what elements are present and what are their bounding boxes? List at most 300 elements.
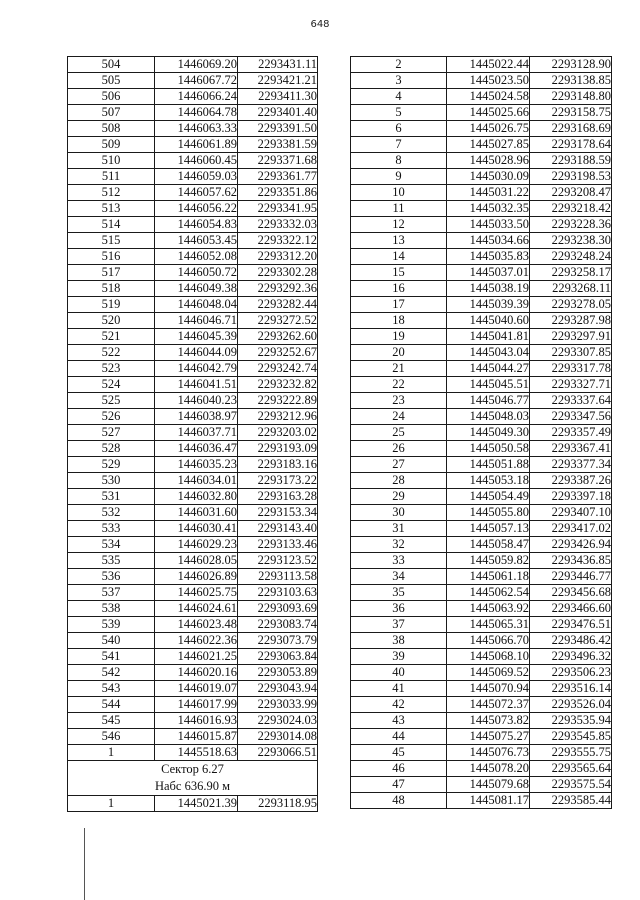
y-coordinate-cell: 2293168.69 (530, 121, 612, 137)
table-row (351, 553, 612, 569)
x-coordinate-cell: 1445075.27 (447, 729, 530, 745)
y-coordinate-cell: 2293053.89 (238, 665, 318, 681)
table-row (351, 521, 612, 537)
table-row (68, 713, 318, 729)
point-number-cell: 539 (68, 617, 155, 633)
x-coordinate-cell: 1445058.47 (447, 537, 530, 553)
table-row (351, 569, 612, 585)
point-number-cell: 44 (351, 729, 447, 745)
table-row (351, 105, 612, 121)
table-row (351, 73, 612, 89)
y-coordinate-cell: 2293232.82 (238, 377, 318, 393)
x-coordinate-cell: 1445031.22 (447, 185, 530, 201)
y-coordinate-cell: 2293446.77 (530, 569, 612, 585)
table-row (68, 796, 318, 812)
left-table-body (68, 57, 318, 761)
x-coordinate-cell: 1446032.80 (155, 489, 238, 505)
coordinates-table-left (67, 56, 318, 812)
x-coordinate-cell: 1445028.96 (447, 153, 530, 169)
point-number-cell: 25 (351, 425, 447, 441)
x-coordinate-cell: 1445039.39 (447, 297, 530, 313)
y-coordinate-cell: 2293337.64 (530, 393, 612, 409)
table-row (68, 137, 318, 153)
point-number-cell: 12 (351, 217, 447, 233)
x-coordinate-cell: 1446021.25 (155, 649, 238, 665)
x-coordinate-cell: 1445079.68 (447, 777, 530, 793)
y-coordinate-cell: 2293262.60 (238, 329, 318, 345)
y-coordinate-cell: 2293426.94 (530, 537, 612, 553)
point-number-cell: 522 (68, 345, 155, 361)
y-coordinate-cell: 2293387.26 (530, 473, 612, 489)
table-row (351, 217, 612, 233)
point-number-cell: 23 (351, 393, 447, 409)
y-coordinate-cell: 2293258.17 (530, 265, 612, 281)
x-coordinate-cell: 1445062.54 (447, 585, 530, 601)
point-number-cell: 32 (351, 537, 447, 553)
x-coordinate-cell: 1446042.79 (155, 361, 238, 377)
point-number-cell: 5 (351, 105, 447, 121)
table-row (351, 537, 612, 553)
table-row (351, 633, 612, 649)
table-row (351, 57, 612, 73)
y-coordinate-cell: 2293228.36 (530, 217, 612, 233)
table-row (68, 393, 318, 409)
point-number-cell: 537 (68, 585, 155, 601)
x-coordinate-cell: 1446022.36 (155, 633, 238, 649)
point-number-cell: 41 (351, 681, 447, 697)
y-coordinate-cell: 2293367.41 (530, 441, 612, 457)
y-coordinate-cell: 2293143.40 (238, 521, 318, 537)
table-row (351, 393, 612, 409)
y-coordinate-cell: 2293401.40 (238, 105, 318, 121)
y-coordinate-cell: 2293093.69 (238, 601, 318, 617)
x-coordinate-cell: 1445070.94 (447, 681, 530, 697)
y-coordinate-cell: 2293307.85 (530, 345, 612, 361)
point-number-cell: 42 (351, 697, 447, 713)
y-coordinate-cell: 2293153.34 (238, 505, 318, 521)
table-row (351, 425, 612, 441)
table-row (351, 793, 612, 809)
y-coordinate-cell: 2293456.68 (530, 585, 612, 601)
table-row (68, 265, 318, 281)
point-number-cell: 15 (351, 265, 447, 281)
table-row (351, 137, 612, 153)
x-coordinate-cell: 1445024.58 (447, 89, 530, 105)
table-row (351, 265, 612, 281)
x-coordinate-cell: 1446020.16 (155, 665, 238, 681)
table-row (68, 473, 318, 489)
x-coordinate-cell: 1445078.20 (447, 761, 530, 777)
x-coordinate-cell: 1446023.48 (155, 617, 238, 633)
point-number-cell: 510 (68, 153, 155, 169)
x-coordinate-cell: 1446067.72 (155, 73, 238, 89)
table-row (68, 585, 318, 601)
table-row (68, 649, 318, 665)
x-coordinate-cell: 1446046.71 (155, 313, 238, 329)
x-coordinate-cell: 1446035.23 (155, 457, 238, 473)
point-number-cell: 526 (68, 409, 155, 425)
y-coordinate-cell: 2293024.03 (238, 713, 318, 729)
table-row (351, 745, 612, 761)
point-number-cell: 18 (351, 313, 447, 329)
x-coordinate-cell: 1445026.75 (447, 121, 530, 137)
point-number-cell: 534 (68, 537, 155, 553)
x-coordinate-cell: 1446048.04 (155, 297, 238, 313)
y-coordinate-cell: 2293322.12 (238, 233, 318, 249)
point-number-cell: 528 (68, 441, 155, 457)
table-row (68, 153, 318, 169)
y-coordinate-cell: 2293212.96 (238, 409, 318, 425)
table-row (68, 329, 318, 345)
point-number-cell: 520 (68, 313, 155, 329)
x-coordinate-cell: 1446060.45 (155, 153, 238, 169)
x-coordinate-cell: 1445035.83 (447, 249, 530, 265)
x-coordinate-cell: 1445072.37 (447, 697, 530, 713)
table-row (351, 409, 612, 425)
y-coordinate-cell: 2293163.28 (238, 489, 318, 505)
point-number-cell: 45 (351, 745, 447, 761)
table-row (351, 121, 612, 137)
y-coordinate-cell: 2293272.52 (238, 313, 318, 329)
point-number-cell: 24 (351, 409, 447, 425)
table-row (68, 105, 318, 121)
x-coordinate-cell: 1446061.89 (155, 137, 238, 153)
y-coordinate-cell: 2293317.78 (530, 361, 612, 377)
x-coordinate-cell: 1446030.41 (155, 521, 238, 537)
point-number-cell: 38 (351, 633, 447, 649)
table-row (68, 345, 318, 361)
x-coordinate-cell: 1446050.72 (155, 265, 238, 281)
point-number-cell: 512 (68, 185, 155, 201)
point-number-cell: 31 (351, 521, 447, 537)
point-number-cell: 14 (351, 249, 447, 265)
x-coordinate-cell: 1446036.47 (155, 441, 238, 457)
table-row (351, 457, 612, 473)
point-number-cell: 17 (351, 297, 447, 313)
y-coordinate-cell: 2293173.22 (238, 473, 318, 489)
table-row (351, 377, 612, 393)
x-coordinate-cell: 1446053.45 (155, 233, 238, 249)
point-number-cell: 527 (68, 425, 155, 441)
table-row (351, 169, 612, 185)
x-coordinate-cell: 1445518.63 (155, 745, 238, 761)
table-row (68, 281, 318, 297)
x-coordinate-cell: 1446045.39 (155, 329, 238, 345)
point-number-cell: 40 (351, 665, 447, 681)
x-coordinate-cell: 1446037.71 (155, 425, 238, 441)
point-number-cell: 506 (68, 89, 155, 105)
point-number-cell: 28 (351, 473, 447, 489)
y-coordinate-cell: 2293242.74 (238, 361, 318, 377)
x-coordinate-cell: 1446041.51 (155, 377, 238, 393)
x-coordinate-cell: 1445044.27 (447, 361, 530, 377)
x-coordinate-cell: 1445030.09 (447, 169, 530, 185)
y-coordinate-cell: 2293033.99 (238, 697, 318, 713)
point-number-cell: 521 (68, 329, 155, 345)
table-row (351, 185, 612, 201)
y-coordinate-cell: 2293118.95 (238, 796, 318, 812)
point-number-cell: 543 (68, 681, 155, 697)
x-coordinate-cell: 1445041.81 (447, 329, 530, 345)
table-row (351, 345, 612, 361)
point-number-cell: 511 (68, 169, 155, 185)
y-coordinate-cell: 2293287.98 (530, 313, 612, 329)
y-coordinate-cell: 2293193.09 (238, 441, 318, 457)
table-row (68, 521, 318, 537)
y-coordinate-cell: 2293248.24 (530, 249, 612, 265)
y-coordinate-cell: 2293476.51 (530, 617, 612, 633)
y-coordinate-cell: 2293073.79 (238, 633, 318, 649)
y-coordinate-cell: 2293585.44 (530, 793, 612, 809)
x-coordinate-cell: 1446059.03 (155, 169, 238, 185)
table-row (68, 697, 318, 713)
table-row (351, 361, 612, 377)
x-coordinate-cell: 1445027.85 (447, 137, 530, 153)
y-coordinate-cell: 2293148.80 (530, 89, 612, 105)
table-row (68, 425, 318, 441)
y-coordinate-cell: 2293158.75 (530, 105, 612, 121)
x-coordinate-cell: 1445049.30 (447, 425, 530, 441)
y-coordinate-cell: 2293411.30 (238, 89, 318, 105)
table-row (68, 441, 318, 457)
x-coordinate-cell: 1446063.33 (155, 121, 238, 137)
point-number-cell: 530 (68, 473, 155, 489)
x-coordinate-cell: 1446026.89 (155, 569, 238, 585)
y-coordinate-cell: 2293183.16 (238, 457, 318, 473)
point-number-cell: 30 (351, 505, 447, 521)
point-number-cell: 533 (68, 521, 155, 537)
point-number-cell: 525 (68, 393, 155, 409)
y-coordinate-cell: 2293575.54 (530, 777, 612, 793)
x-coordinate-cell: 1446031.60 (155, 505, 238, 521)
table-row (351, 601, 612, 617)
coordinates-table-right (350, 56, 612, 809)
y-coordinate-cell: 2293083.74 (238, 617, 318, 633)
x-coordinate-cell: 1445038.19 (447, 281, 530, 297)
point-number-cell: 514 (68, 217, 155, 233)
table-row (68, 537, 318, 553)
x-coordinate-cell: 1446049.38 (155, 281, 238, 297)
table-row (68, 169, 318, 185)
point-number-cell: 524 (68, 377, 155, 393)
table-row (351, 505, 612, 521)
x-coordinate-cell: 1446019.07 (155, 681, 238, 697)
x-coordinate-cell: 1445033.50 (447, 217, 530, 233)
point-number-cell: 26 (351, 441, 447, 457)
point-number-cell: 27 (351, 457, 447, 473)
y-coordinate-cell: 2293545.85 (530, 729, 612, 745)
sector-cell (68, 761, 318, 796)
point-number-cell: 1 (68, 796, 155, 812)
y-coordinate-cell: 2293123.52 (238, 553, 318, 569)
point-number-cell: 33 (351, 553, 447, 569)
y-coordinate-cell: 2293014.08 (238, 729, 318, 745)
point-number-cell: 540 (68, 633, 155, 649)
table-row (351, 313, 612, 329)
point-number-cell: 529 (68, 457, 155, 473)
point-number-cell: 546 (68, 729, 155, 745)
point-number-cell: 542 (68, 665, 155, 681)
table-row (68, 665, 318, 681)
y-coordinate-cell: 2293302.28 (238, 265, 318, 281)
x-coordinate-cell: 1445023.50 (447, 73, 530, 89)
x-coordinate-cell: 1446064.78 (155, 105, 238, 121)
x-coordinate-cell: 1445054.49 (447, 489, 530, 505)
y-coordinate-cell: 2293208.47 (530, 185, 612, 201)
y-coordinate-cell: 2293357.49 (530, 425, 612, 441)
y-coordinate-cell: 2293312.20 (238, 249, 318, 265)
table-row (68, 361, 318, 377)
point-number-cell: 538 (68, 601, 155, 617)
point-number-cell: 48 (351, 793, 447, 809)
x-coordinate-cell: 1446054.83 (155, 217, 238, 233)
table-row (351, 153, 612, 169)
x-coordinate-cell: 1445053.18 (447, 473, 530, 489)
sector-block (68, 761, 318, 796)
y-coordinate-cell: 2293282.44 (238, 297, 318, 313)
table-row (351, 777, 612, 793)
table-row (68, 201, 318, 217)
y-coordinate-cell: 2293391.50 (238, 121, 318, 137)
x-coordinate-cell: 1445076.73 (447, 745, 530, 761)
table-row (351, 665, 612, 681)
table-row (68, 745, 318, 761)
y-coordinate-cell: 2293381.59 (238, 137, 318, 153)
x-coordinate-cell: 1446028.05 (155, 553, 238, 569)
y-coordinate-cell: 2293278.05 (530, 297, 612, 313)
point-number-cell: 21 (351, 361, 447, 377)
y-coordinate-cell: 2293188.59 (530, 153, 612, 169)
point-number-cell: 535 (68, 553, 155, 569)
point-number-cell: 6 (351, 121, 447, 137)
x-coordinate-cell: 1446066.24 (155, 89, 238, 105)
table-row (351, 697, 612, 713)
point-number-cell: 29 (351, 489, 447, 505)
table-row (351, 297, 612, 313)
x-coordinate-cell: 1445022.44 (447, 57, 530, 73)
table-row (351, 649, 612, 665)
point-number-cell: 35 (351, 585, 447, 601)
y-coordinate-cell: 2293565.64 (530, 761, 612, 777)
point-number-cell: 39 (351, 649, 447, 665)
y-coordinate-cell: 2293347.56 (530, 409, 612, 425)
table-row (351, 201, 612, 217)
table-row (68, 505, 318, 521)
point-number-cell: 517 (68, 265, 155, 281)
table-row (68, 681, 318, 697)
table-row (68, 569, 318, 585)
x-coordinate-cell: 1445040.60 (447, 313, 530, 329)
y-coordinate-cell: 2293436.85 (530, 553, 612, 569)
x-coordinate-cell: 1445050.58 (447, 441, 530, 457)
table-row (68, 217, 318, 233)
point-number-cell: 2 (351, 57, 447, 73)
table-row (351, 249, 612, 265)
point-number-cell: 10 (351, 185, 447, 201)
point-number-cell: 513 (68, 201, 155, 217)
point-number-cell: 505 (68, 73, 155, 89)
x-coordinate-cell: 1446069.20 (155, 57, 238, 73)
table-row (351, 281, 612, 297)
point-number-cell: 8 (351, 153, 447, 169)
table-row (68, 185, 318, 201)
table-row (351, 761, 612, 777)
y-coordinate-cell: 2293496.32 (530, 649, 612, 665)
y-coordinate-cell: 2293138.85 (530, 73, 612, 89)
y-coordinate-cell: 2293218.42 (530, 201, 612, 217)
x-coordinate-cell: 1445021.39 (155, 796, 238, 812)
x-coordinate-cell: 1446016.93 (155, 713, 238, 729)
y-coordinate-cell: 2293407.10 (530, 505, 612, 521)
x-coordinate-cell: 1446040.23 (155, 393, 238, 409)
point-number-cell: 531 (68, 489, 155, 505)
y-coordinate-cell: 2293332.03 (238, 217, 318, 233)
x-coordinate-cell: 1445037.01 (447, 265, 530, 281)
point-number-cell: 3 (351, 73, 447, 89)
point-number-cell: 515 (68, 233, 155, 249)
point-number-cell: 519 (68, 297, 155, 313)
x-coordinate-cell: 1445034.66 (447, 233, 530, 249)
sector-row (68, 761, 318, 796)
y-coordinate-cell: 2293397.18 (530, 489, 612, 505)
table-row (68, 633, 318, 649)
table-row (351, 233, 612, 249)
y-coordinate-cell: 2293421.21 (238, 73, 318, 89)
point-number-cell: 508 (68, 121, 155, 137)
y-coordinate-cell: 2293535.94 (530, 713, 612, 729)
x-coordinate-cell: 1446038.97 (155, 409, 238, 425)
x-coordinate-cell: 1446056.22 (155, 201, 238, 217)
point-number-cell: 4 (351, 89, 447, 105)
x-coordinate-cell: 1446044.09 (155, 345, 238, 361)
y-coordinate-cell: 2293371.68 (238, 153, 318, 169)
x-coordinate-cell: 1445055.80 (447, 505, 530, 521)
point-number-cell: 46 (351, 761, 447, 777)
x-coordinate-cell: 1445066.70 (447, 633, 530, 649)
point-number-cell: 22 (351, 377, 447, 393)
y-coordinate-cell: 2293066.51 (238, 745, 318, 761)
y-coordinate-cell: 2293555.75 (530, 745, 612, 761)
table-row (351, 617, 612, 633)
table-row (351, 585, 612, 601)
y-coordinate-cell: 2293198.53 (530, 169, 612, 185)
point-number-cell: 11 (351, 201, 447, 217)
table-row (68, 57, 318, 73)
y-coordinate-cell: 2293203.02 (238, 425, 318, 441)
point-number-cell: 16 (351, 281, 447, 297)
x-coordinate-cell: 1446025.75 (155, 585, 238, 601)
y-coordinate-cell: 2293516.14 (530, 681, 612, 697)
x-coordinate-cell: 1445032.35 (447, 201, 530, 217)
x-coordinate-cell: 1446017.99 (155, 697, 238, 713)
x-coordinate-cell: 1446024.61 (155, 601, 238, 617)
table-row (68, 601, 318, 617)
point-number-cell: 47 (351, 777, 447, 793)
y-coordinate-cell: 2293238.30 (530, 233, 612, 249)
y-coordinate-cell: 2293506.23 (530, 665, 612, 681)
y-coordinate-cell: 2293361.77 (238, 169, 318, 185)
point-number-cell: 509 (68, 137, 155, 153)
point-number-cell: 541 (68, 649, 155, 665)
table-row (351, 729, 612, 745)
y-coordinate-cell: 2293466.60 (530, 601, 612, 617)
point-number-cell: 13 (351, 233, 447, 249)
point-number-cell: 20 (351, 345, 447, 361)
y-coordinate-cell: 2293526.04 (530, 697, 612, 713)
x-coordinate-cell: 1445045.51 (447, 377, 530, 393)
x-coordinate-cell: 1445025.66 (447, 105, 530, 121)
x-coordinate-cell: 1446034.01 (155, 473, 238, 489)
